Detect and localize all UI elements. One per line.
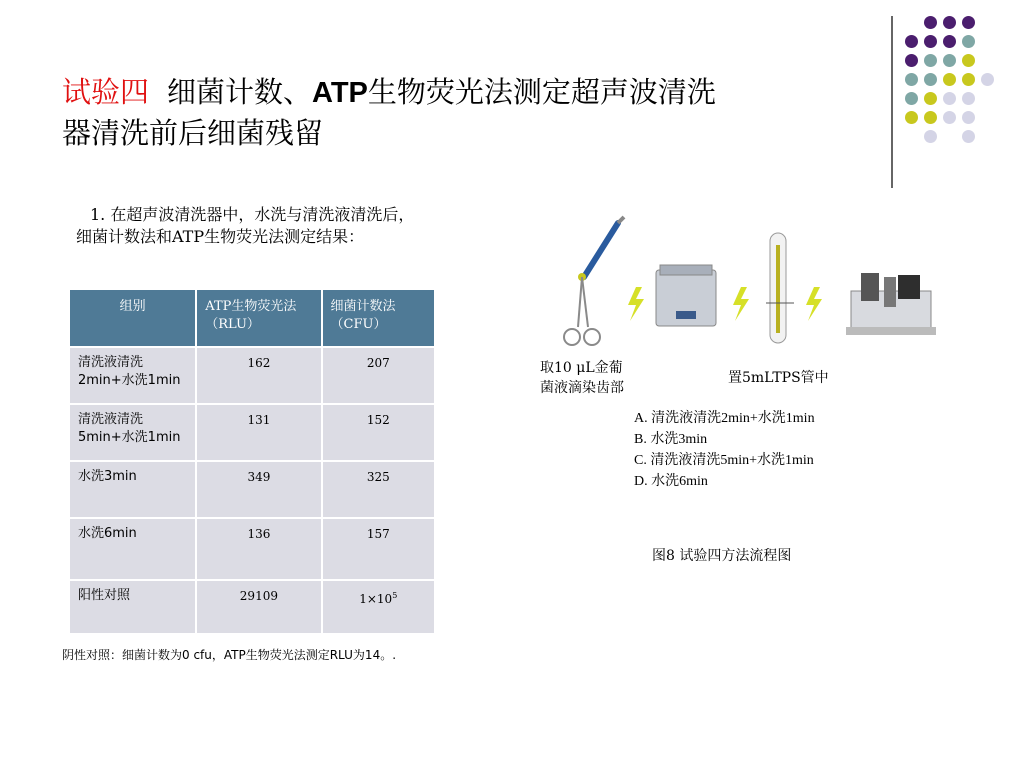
- decorative-dot: [924, 92, 937, 105]
- table-row: [69, 518, 435, 580]
- method-legend: [634, 408, 815, 492]
- cell-group: 水洗3min: [69, 461, 196, 518]
- header-cfu: 细菌计数法 （CFU）: [322, 289, 435, 347]
- table-row: [69, 404, 435, 461]
- title-line1-pre: 细菌计数、: [167, 75, 313, 109]
- title-line-1: [62, 72, 862, 113]
- decorative-dot-grid: [905, 16, 1015, 166]
- legend-item: C. 清洗液清洗5min+水洗1min: [634, 453, 814, 468]
- forceps-icon: [564, 217, 624, 345]
- header-rlu: ATP生物荧光法 （RLU）: [196, 289, 321, 347]
- decorative-dot: [924, 73, 937, 86]
- table-footnote: 阴性对照：细菌计数为0 cfu，ATP生物荧光法测定RLU为14。.: [62, 648, 397, 662]
- decorative-dot: [943, 73, 956, 86]
- cell-group: 阳性对照: [69, 580, 196, 634]
- cell-rlu: 162: [196, 347, 321, 404]
- decorative-dot: [962, 130, 975, 143]
- cell-cfu: 325: [322, 461, 435, 518]
- decorative-dot: [924, 16, 937, 29]
- intro-text: [76, 204, 414, 248]
- cell-group: 清洗液清洗 5min+水洗1min: [69, 404, 196, 461]
- table-row: [69, 461, 435, 518]
- decorative-dot: [981, 73, 994, 86]
- lightning-bolt-icon: [806, 287, 822, 321]
- decorative-divider: [891, 16, 893, 188]
- cell-group: 水洗6min: [69, 518, 196, 580]
- caption-inoculate: 取10 μL金葡 菌液滴染齿部: [540, 360, 624, 396]
- decorative-dot: [924, 130, 937, 143]
- title-line1-post: 生物荧光法测定超声波清洗: [367, 75, 716, 109]
- cell-cfu: 157: [322, 518, 435, 580]
- lightning-bolt-icon: [628, 287, 644, 321]
- table-row: [69, 347, 435, 404]
- header-group: 组别: [69, 289, 196, 347]
- decorative-dot: [943, 54, 956, 67]
- figure-title: 图8 试验四方法流程图: [652, 548, 792, 564]
- legend-item: D. 水洗6min: [634, 474, 708, 489]
- decorative-dot: [924, 54, 937, 67]
- cell-rlu: 131: [196, 404, 321, 461]
- table-row: [69, 580, 435, 634]
- cell-cfu: $1\times 10^5$: [322, 580, 435, 634]
- slide-title: [62, 72, 862, 153]
- decorative-dot: [905, 92, 918, 105]
- cell-rlu: 29109: [196, 580, 321, 634]
- decorative-dot: [962, 54, 975, 67]
- decorative-dot: [943, 92, 956, 105]
- decorative-dot: [924, 35, 937, 48]
- intro-line-2: 细菌计数法和ATP生物荧光法测定结果：: [76, 227, 365, 246]
- decorative-dot: [905, 54, 918, 67]
- legend-item: B. 水洗3min: [634, 432, 708, 447]
- decorative-dot: [962, 92, 975, 105]
- cell-cfu: 207: [322, 347, 435, 404]
- intro-line-1: 1. 在超声波清洗器中，水洗与清洗液清洗后，: [90, 205, 415, 224]
- title-line-2: 器清洗前后细菌残留: [62, 116, 324, 150]
- decorative-dot: [905, 73, 918, 86]
- decorative-dot: [924, 111, 937, 124]
- decorative-dot: [962, 16, 975, 29]
- decorative-dot: [905, 35, 918, 48]
- results-table: [68, 288, 436, 635]
- decorative-dot: [962, 111, 975, 124]
- decorative-dot: [962, 73, 975, 86]
- test-tube-icon: [766, 233, 794, 343]
- cell-rlu: 136: [196, 518, 321, 580]
- ultrasonic-cleaner-icon: [656, 265, 716, 326]
- decorative-dot: [943, 35, 956, 48]
- decorative-dot: [943, 16, 956, 29]
- title-line1-bold: ATP: [312, 77, 368, 109]
- luminometer-icon: [846, 273, 936, 335]
- cell-group: 清洗液清洗 2min+水洗1min: [69, 347, 196, 404]
- cell-rlu: 349: [196, 461, 321, 518]
- cell-cfu: 152: [322, 404, 435, 461]
- decorative-dot: [962, 35, 975, 48]
- lightning-bolt-icon: [733, 287, 749, 321]
- title-highlight: 试验四: [62, 75, 150, 109]
- table-header-row: [69, 289, 435, 347]
- decorative-dot: [943, 111, 956, 124]
- decorative-dot: [905, 111, 918, 124]
- caption-tube: 置5mLTPS管中: [728, 370, 829, 386]
- legend-item: A. 清洗液清洗2min+水洗1min: [634, 411, 815, 426]
